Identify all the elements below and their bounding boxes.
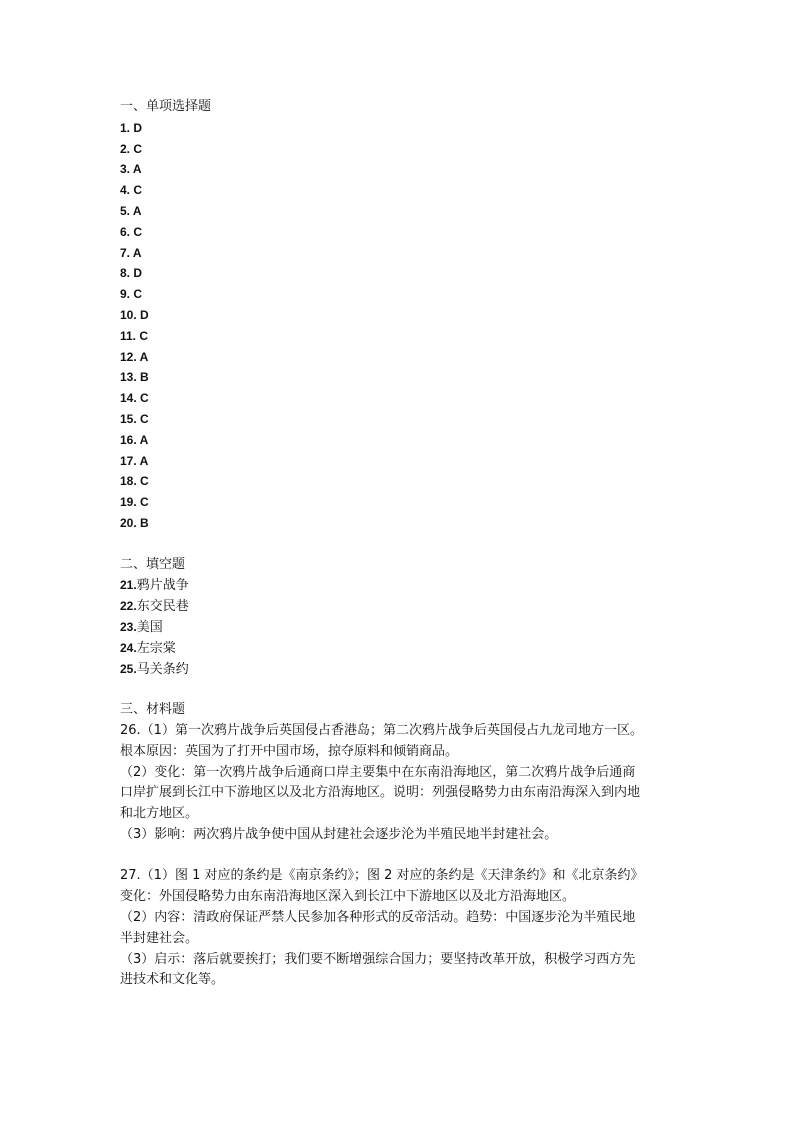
fill-answer-item — [120, 659, 720, 680]
answer-item: 9. C — [120, 287, 143, 302]
paragraph-line: 进技术和文化等。 — [120, 972, 225, 988]
paragraph-line: （2）变化：第一次鸦片战争后通商口岸主要集中在东南沿海地区，第二次鸦片战争后通商 — [120, 764, 636, 780]
item-text: 马关条约 — [136, 661, 189, 677]
answer-item: 20. B — [120, 515, 149, 530]
paragraph-line: 27.（1）图 1 对应的条约是《南京条约》；图 2 对应的条约是《天津条约》和《北京条约》 — [120, 868, 644, 884]
fill-in-answers — [120, 575, 720, 679]
answer-item: 5. A — [120, 203, 142, 218]
spacer — [120, 679, 720, 700]
paragraph-line: （3）影响：两次鸦片战争使中国从封建社会逐步沦为半殖民地半封建社会。 — [120, 826, 558, 842]
fill-answer-item — [120, 638, 720, 659]
paragraph-line: （3）启示：落后就要挨打；我们要不断增强综合国力；要坚持改革开放，积极学习西方先 — [120, 951, 636, 967]
fill-answer-item — [120, 575, 720, 596]
section-2-title: 二、填空题 — [120, 556, 186, 572]
answer-item: 12. A — [120, 349, 149, 364]
answer-item: 1. D — [120, 120, 143, 135]
item-number: 21. — [120, 578, 137, 593]
answer-item: 19. C — [120, 495, 149, 510]
spacer — [120, 534, 720, 555]
fill-answer-item — [120, 596, 720, 617]
question-26-answer — [120, 721, 720, 846]
item-number: 25. — [120, 661, 137, 676]
question-27-answer — [120, 866, 720, 991]
item-number: 24. — [120, 640, 137, 655]
paragraph-line: 和北方地区。 — [120, 806, 199, 822]
answer-item: 4. C — [120, 183, 143, 198]
paragraph-line: 半封建社会。 — [120, 930, 199, 946]
item-text: 东交民巷 — [136, 599, 189, 615]
multiple-choice-answers — [120, 118, 720, 534]
answer-item: 7. A — [120, 245, 142, 260]
item-text: 鸦片战争 — [136, 578, 189, 594]
answer-item: 17. A — [120, 453, 149, 468]
item-number: 23. — [120, 619, 137, 634]
paragraph-line: （2）内容：清政府保证严禁人民参加各种形式的反帝活动。趋势：中国逐步沦为半殖民地 — [120, 910, 636, 926]
answer-item: 11. C — [120, 328, 149, 343]
answer-item: 13. B — [120, 370, 149, 385]
answer-key — [120, 97, 720, 991]
answer-item: 15. C — [120, 411, 149, 426]
answer-item: 14. C — [120, 391, 149, 406]
answer-item: 18. C — [120, 474, 149, 489]
answer-item: 6. C — [120, 224, 143, 239]
answer-item: 8. D — [120, 266, 143, 281]
section-1-title: 一、单项选择题 — [120, 99, 212, 114]
answer-item: 16. A — [120, 432, 149, 447]
paragraph-line: 口岸扩展到长江中下游地区以及北方沿海地区。说明：列强侵略势力由东南沿海深入到内地 — [120, 785, 641, 801]
spacer — [120, 846, 720, 867]
item-number: 22. — [120, 599, 137, 614]
answer-item: 3. A — [120, 162, 142, 177]
item-text: 左宗棠 — [136, 640, 176, 656]
section-3-title: 三、材料题 — [120, 702, 186, 718]
fill-answer-item — [120, 617, 720, 638]
item-text: 美国 — [136, 619, 163, 635]
paragraph-line: 26.（1）第一次鸦片战争后英国侵占香港岛；第二次鸦片战争后英国侵占九龙司地方一区。 — [120, 722, 643, 738]
paragraph-line: 变化：外国侵略势力由东南沿海地区深入到长江中下游地区以及北方沿海地区。 — [120, 889, 576, 905]
answer-item: 2. C — [120, 141, 143, 156]
answer-item: 10. D — [120, 307, 149, 322]
paragraph-line: 根本原因：英国为了打开中国市场，掠夺原料和倾销商品。 — [120, 743, 459, 759]
